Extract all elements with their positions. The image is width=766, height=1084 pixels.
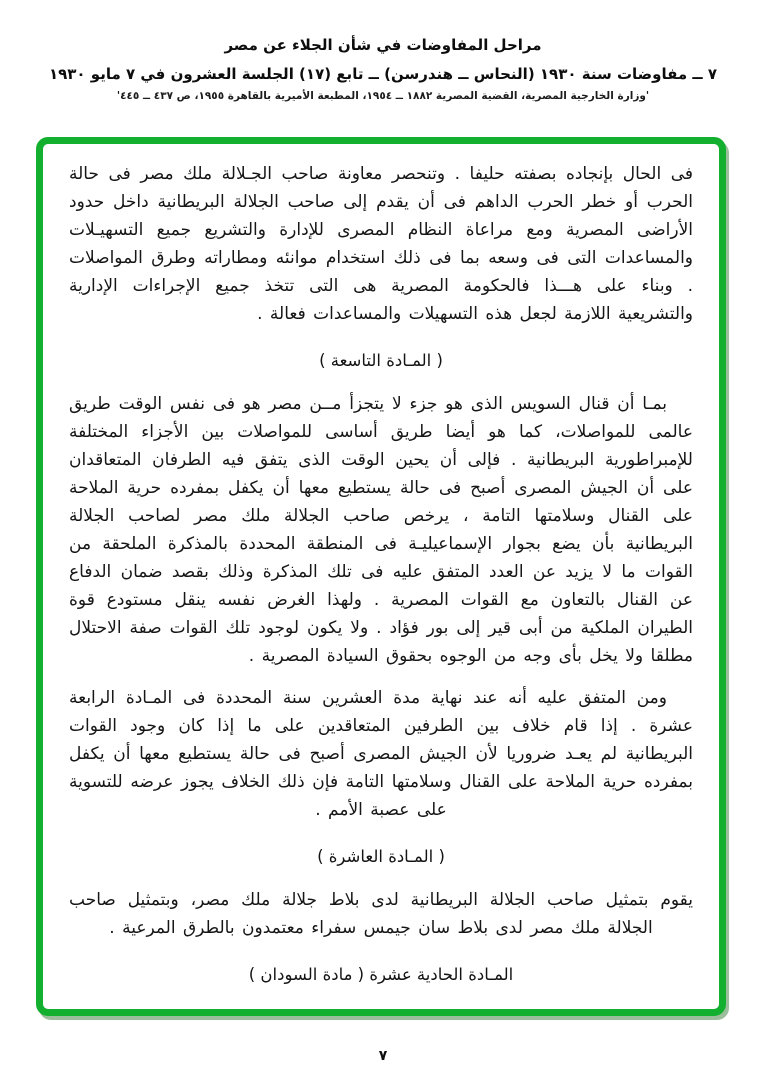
article-heading: ( المـادة التاسعة ) <box>319 351 443 370</box>
page-title: مراحل المفاوضات في شأن الجلاء عن مصر <box>224 36 542 54</box>
body-paragraph: بمـا أن قنال السويس الذى هو جزء لا يتجزأ مــن مصر هو فى نفس الوقت طريق عالمى للمواصلات، كما هو أيضا طريق أساسى للمواصلات بين الأجزاء المختلفة للإمبراطورية البريطانية . فإلى أن يحين الوقت الذى يتفق فيه الطرفان المتعاقدان على أن الجيش المصرى أصبح فى حالة يستطيع معها أن يكفل بمفرده حرية الملاحة على القنال وسلامتها التامة ، يرخص صاحب الجلالة ملك مصر لصاحب الجلالة البريطانية بأن يضع بجوار الإسماعيليـة فى المنطقة المحددة بالمذكرة الملحقة من القوات ما لا يزيد عن العدد المتفق عليه فى تلك المذكرة وذلك بقصد ضمان الدفاع عن القنال بالتعاون مع القوات المصرية . ولهذا الغرض نفسه ينقل مستودع قوة الطيران الملكية من أبى قير إلى بور فؤاد . ولا يكون لوجود تلك القوات صفة الاحتلال مطلقا ولا يخل بأى وجه من الوجوه بحقوق السيادة المصرية . <box>69 394 693 666</box>
green-highlight-box <box>36 137 726 1016</box>
page-subtitle: ٧ ــ مفاوضات سنة ١٩٣٠ (النحاس ــ هندرسن) ــ تابع (١٧) الجلسة العشرون في ٧ مايو ١٩٣٠ <box>48 65 718 83</box>
body-paragraph: يقوم بتمثيل صاحب الجلالة البريطانية لدى بلاط جلالة ملك مصر، وبتمثيل صاحب الجلالة ملك مصر لدى بلاط سان جيمس سفراء معتمدون بالطرق المرعية . <box>69 890 693 938</box>
article-heading: ( المـادة العاشرة ) <box>317 847 445 866</box>
content-blocks <box>43 144 719 1009</box>
source-note: 'وزارة الخارجية المصرية، القضية المصرية ١٨٨٢ ــ ١٩٥٤، المطبعة الأميرية بالقاهرة ١٩٥٥، ص ٤٣٧ ــ ٤٤٥' <box>116 90 650 102</box>
document-header <box>0 36 766 102</box>
body-paragraph: ومن المتفق عليه أنه عند نهاية مدة العشرين سنة المحددة فى المـادة الرابعة عشرة . إذا قام خلاف بين الطرفين المتعاقدين على ما إذا كان وجود القوات البريطانية لم يعـد ضروريا لأن الجيش المصرى أصبح فى حالة يستطيع معها أن يكفل بمفرده حرية الملاحة على القنال وسلامتها التامة فإن ذلك الخلاف يجوز عرضه للتسوية على عصبة الأمم . <box>69 688 693 820</box>
article-heading <box>69 1008 693 1009</box>
body-paragraph: فى الحال بإنجاده بصفته حليفا . وتنحصر معاونة صاحب الجـلالة ملك مصر فى حالة الحرب أو خطر الحرب الداهم فى أن يقدم إلى صاحب الجلالة البريطانية داخل حدود الأراضى المصرية ومع مراعاة النظام المصرى للإدارة والتشريع جميع التسهيـلات والمساعدات التى فى وسعه بما فى ذلك استخدام موانئه ومطاراته وطرق المواصلات . وبناء على هـــذا فالحكومة المصرية هى التى تتخذ جميع الإجراءات الإدارية والتشريعية اللازمة لجعل هذه التسهيلات والمساعدات فعالة . <box>69 164 693 324</box>
article-heading: المـادة الحادية عشرة ( مادة السودان ) <box>248 965 514 984</box>
page-number: ٧ <box>378 1048 388 1064</box>
